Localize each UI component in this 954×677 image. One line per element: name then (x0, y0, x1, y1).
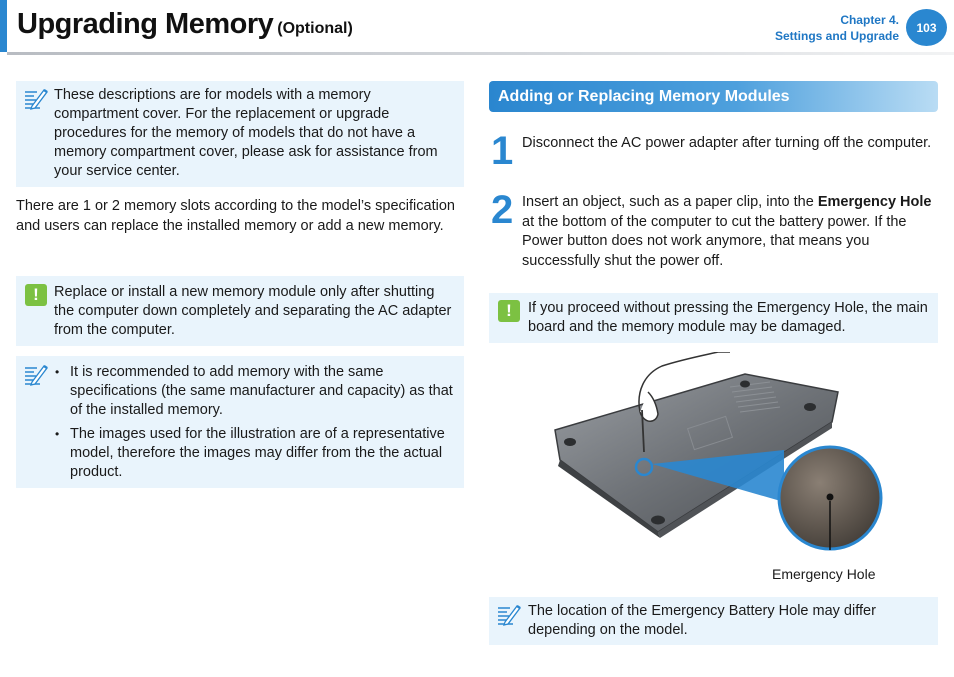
section-heading: Adding or Replacing Memory Modules (489, 81, 938, 112)
caution-text-2: If you proceed without pressing the Emergency Hole, the main board and the memory module may be damaged. (528, 300, 928, 335)
step-number-2: 2 (491, 188, 514, 232)
caution-text: Replace or install a new memory module only after shutting the computer down completely and separating the AC adapter from the computer. (54, 284, 452, 338)
note-text-3: The location of the Emergency Battery Hole may differ depending on the model. (528, 603, 876, 638)
emergency-hole-term: Emergency Hole (817, 194, 932, 210)
step-2-text (522, 193, 940, 271)
title-suffix: (Optional) (277, 20, 353, 37)
note-text: These descriptions are for models with a memory compartment cover. For the replacement or upgrade procedures for the memory of models that do not have a memory compartment cover, please ask for assistance from your service center. (54, 87, 438, 179)
step-number-1: 1 (491, 129, 514, 173)
page-title (17, 8, 353, 41)
list-item: • It is recommended to add memory with the same specifications (the same manufacturer and capacity) as that of the installed memory. (54, 363, 458, 420)
page-number-badge: 103 (906, 9, 947, 46)
chapter-label (775, 12, 899, 44)
note-list (54, 363, 458, 487)
header-divider (7, 52, 954, 55)
laptop-bottom-illustration (540, 352, 900, 562)
chapter-number: Chapter 4. (840, 13, 899, 27)
figure-caption: Emergency Hole (772, 566, 876, 582)
list-item: • The images used for the illustration are of a representative model, therefore the images may differ from the the actual product. (54, 425, 458, 482)
exclamation-icon: ! (25, 284, 47, 306)
chapter-title: Settings and Upgrade (774, 29, 899, 43)
exclamation-icon: ! (498, 300, 520, 322)
step-1-text: Disconnect the AC power adapter after turning off the computer. (522, 135, 932, 151)
step-2-text-part: at the bottom of the computer to cut the battery power. If the Power button does not work anymore, that means you successfully shut the power off. (522, 213, 907, 269)
intro-paragraph: There are 1 or 2 memory slots according to the model’s specification and users can replace the installed memory or add a new memory. (16, 198, 455, 234)
header-accent-bar (0, 0, 7, 52)
note-pencil-icon (495, 602, 523, 628)
note-pencil-icon (22, 362, 50, 388)
step-2-text-part: Insert an object, such as a paper clip, into the (522, 194, 818, 210)
note-pencil-icon (22, 86, 50, 112)
title-main: Upgrading Memory (17, 8, 274, 40)
